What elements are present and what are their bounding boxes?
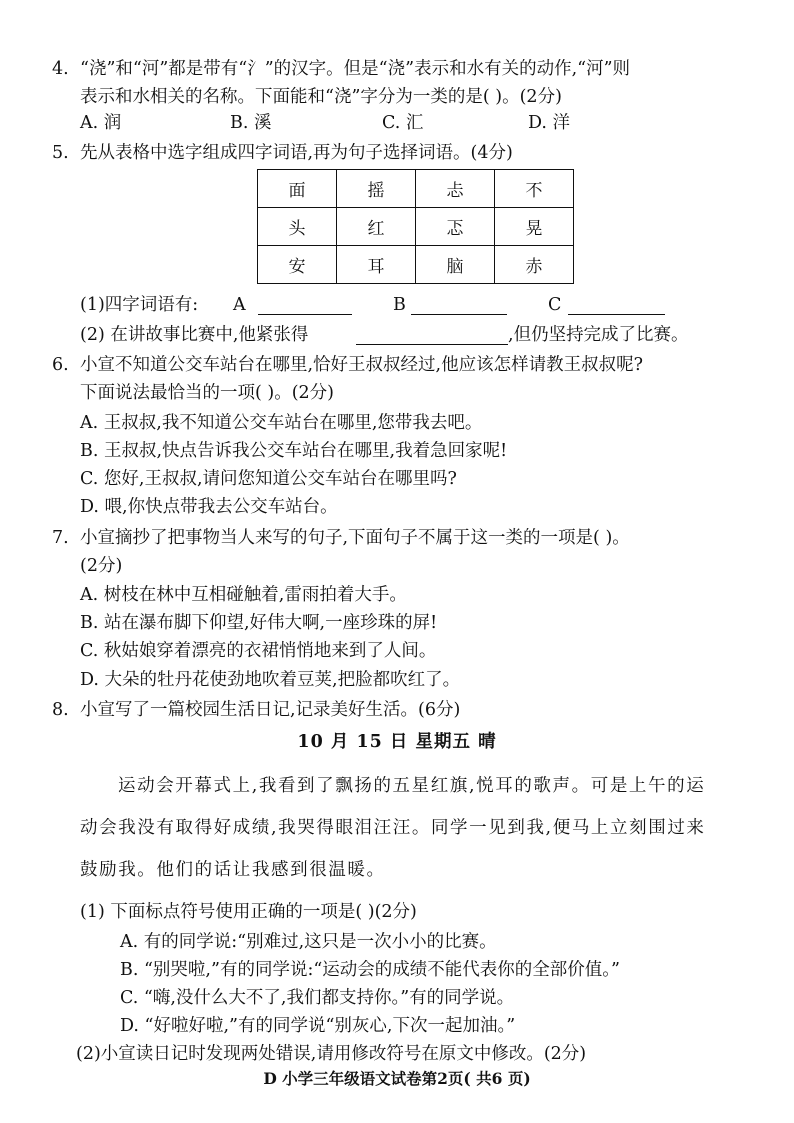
q8-sub2: (2)小宣读日记时发现两处错误,请用修改符号在原文中修改。(2分) <box>76 1044 587 1064</box>
grid-cell: 忑 <box>416 208 495 246</box>
q4-line2: 表示和水相关的名称。下面能和“浇”字分为一类的是( )。(2分) <box>80 87 562 107</box>
q8-sub1: (1) 下面标点符号使用正确的一项是( )(2分) <box>80 902 417 922</box>
q6-line1: 小宣不知道公交车站台在哪里,恰好王叔叔经过,他应该怎样请教王叔叔呢? <box>80 355 644 375</box>
q6-option-c: C. 您好,王叔叔,请问您知道公交车站台在哪里吗? <box>80 469 457 489</box>
q8-sub1-option-c: C. “嗨,没什么大不了,我们都支持你。”有的同学说。 <box>120 988 515 1008</box>
diary-line-2: 动会我没有取得好成绩,我哭得眼泪汪汪。同学一见到我,便马上立刻围过来 <box>80 818 706 838</box>
q6-option-d: D. 喂,你快点带我去公交车站台。 <box>80 497 338 517</box>
diary-date: 10 月 15 日 星期五 晴 <box>297 732 497 752</box>
grid-row <box>258 170 574 208</box>
q8-number: 8. <box>52 700 69 720</box>
grid-cell: 安 <box>258 246 337 284</box>
answer-blank-c[interactable] <box>568 296 665 315</box>
q5-sub2-post: ,但仍坚持完成了比赛。 <box>508 325 689 345</box>
q6-option-a: A. 王叔叔,我不知道公交车站台在哪里,您带我去吧。 <box>80 413 483 433</box>
grid-cell: 红 <box>337 208 416 246</box>
q4-option-d: D. 洋 <box>528 113 571 133</box>
q5-sub1-a-label: A <box>233 295 246 315</box>
q7-option-c: C. 秋姑娘穿着漂亮的衣裙悄悄地来到了人间。 <box>80 641 437 661</box>
grid-cell: 不 <box>495 170 574 208</box>
q4-option-a: A. 润 <box>80 113 122 133</box>
grid-cell: 耳 <box>337 246 416 284</box>
q8-sub1-option-d: D. “好啦好啦,”有的同学说“别灰心,下次一起加油。” <box>120 1016 516 1036</box>
q7-line2: (2分) <box>80 556 123 576</box>
q5-sub1-c-label: C <box>548 295 562 315</box>
grid-row <box>258 246 574 284</box>
q6-option-b: B. 王叔叔,快点告诉我公交车站台在哪里,我着急回家呢! <box>80 441 508 461</box>
q5-sub1-b-label: B <box>393 295 406 315</box>
diary-line-1: 运动会开幕式上,我看到了飘扬的五星红旗,悦耳的歌声。可是上午的运 <box>118 776 706 796</box>
grid-cell: 头 <box>258 208 337 246</box>
q7-option-a: A. 树枝在林中互相碰触着,雷雨拍着大手。 <box>80 585 407 605</box>
q7-option-d: D. 大朵的牡丹花使劲地吹着豆荚,把脸都吹红了。 <box>80 670 461 690</box>
page-footer: D 小学三年级语文试卷第2页( 共6 页) <box>263 1069 531 1088</box>
grid-cell: 忐 <box>416 170 495 208</box>
q7-line1: 小宣摘抄了把事物当人来写的句子,下面句子不属于这一类的一项是( )。 <box>80 528 630 548</box>
q4-number: 4. <box>52 59 69 79</box>
answer-blank-a[interactable] <box>258 296 352 315</box>
q6-number: 6. <box>52 355 69 375</box>
q7-number: 7. <box>52 528 69 548</box>
grid-row <box>258 208 574 246</box>
q5-sub1-label: (1)四字词语有: <box>80 295 199 315</box>
q4-option-c: C. 汇 <box>382 113 424 133</box>
answer-blank-b[interactable] <box>411 296 507 315</box>
q6-line2: 下面说法最恰当的一项( )。(2分) <box>80 383 335 403</box>
grid-cell: 晃 <box>495 208 574 246</box>
grid-cell: 面 <box>258 170 337 208</box>
answer-blank-sentence[interactable] <box>356 326 508 345</box>
diary-line-3: 鼓励我。他们的话让我感到很温暖。 <box>80 860 386 880</box>
grid-cell: 赤 <box>495 246 574 284</box>
grid-cell: 脑 <box>416 246 495 284</box>
q4-option-b: B. 溪 <box>230 113 272 133</box>
q8-line1: 小宣写了一篇校园生活日记,记录美好生活。(6分) <box>80 700 461 720</box>
q8-sub1-option-b: B. “别哭啦,”有的同学说:“运动会的成绩不能代表你的全部价值。” <box>120 960 620 980</box>
grid-cell: 摇 <box>337 170 416 208</box>
q7-option-b: B. 站在瀑布脚下仰望,好伟大啊,一座珍珠的屏! <box>80 613 438 633</box>
q8-sub1-option-a: A. 有的同学说:“别难过,这只是一次小小的比赛。 <box>120 932 497 952</box>
q5-sub2-pre: (2) 在讲故事比赛中,他紧张得 <box>80 325 309 345</box>
q5-number: 5. <box>52 143 69 163</box>
q4-line1: “浇”和“河”都是带有“氵”的汉字。但是“浇”表示和水有关的动作,“河”则 <box>80 59 631 79</box>
q5-character-grid <box>257 169 574 284</box>
q5-line1: 先从表格中选字组成四字词语,再为句子选择词语。(4分) <box>80 143 513 163</box>
